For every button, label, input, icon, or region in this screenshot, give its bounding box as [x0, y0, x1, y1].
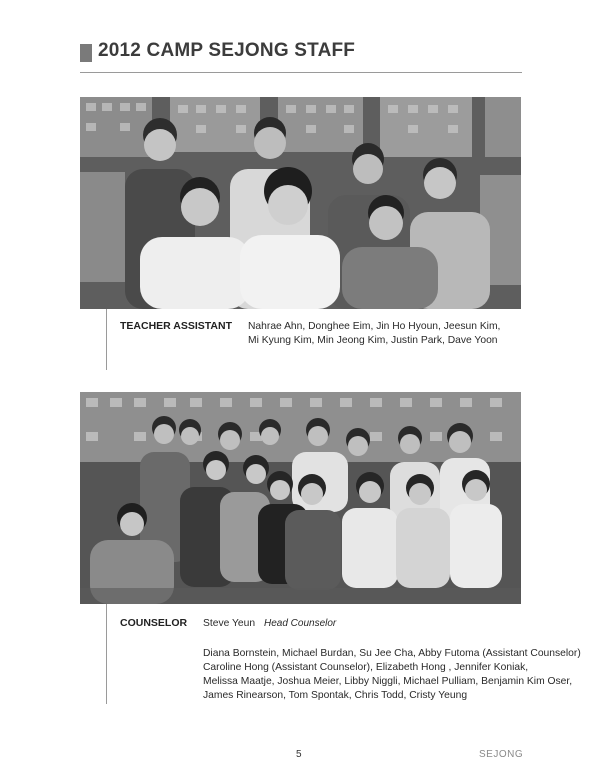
counselor-group-photo — [80, 392, 521, 604]
teacher-assistant-names-line2: Mi Kyung Kim, Min Jeong Kim, Justin Park, Dave Yoon — [248, 335, 498, 346]
page-number: 5 — [296, 749, 302, 760]
page-title: 2012 CAMP SEJONG STAFF — [98, 40, 356, 61]
counselor-names-line3: Melissa Maatje, Joshua Meier, Libby Niggli, Michael Pulliam, Benjamin Kim Oser, — [203, 676, 573, 687]
counselor-names-line1: Diana Bornstein, Michael Burdan, Su Jee Cha, Abby Futoma (Assistant Counselor) — [203, 648, 581, 659]
teacher-assistant-label: TEACHER ASSISTANT — [120, 320, 233, 332]
title-divider — [80, 72, 522, 73]
teacher-assistant-group-photo — [80, 97, 521, 309]
head-counselor-role: Head Counselor — [264, 618, 337, 629]
title-marker — [80, 44, 92, 62]
footer-brand: SEJONG — [479, 749, 524, 760]
teacher-assistant-rule — [106, 309, 107, 370]
counselor-label: COUNSELOR — [120, 617, 188, 629]
counselor-names-line2: Caroline Hong (Assistant Counselor), Elizabeth Hong , Jennifer Koniak, — [203, 662, 529, 673]
counselor-rule — [106, 604, 107, 704]
teacher-assistant-names-line1: Nahrae Ahn, Donghee Eim, Jin Ho Hyoun, Jeesun Kim, — [248, 321, 501, 332]
counselor-names-line4: James Rinearson, Tom Spontak, Chris Todd, Cristy Yeung — [203, 690, 468, 701]
head-counselor-name: Steve Yeun — [203, 618, 256, 629]
